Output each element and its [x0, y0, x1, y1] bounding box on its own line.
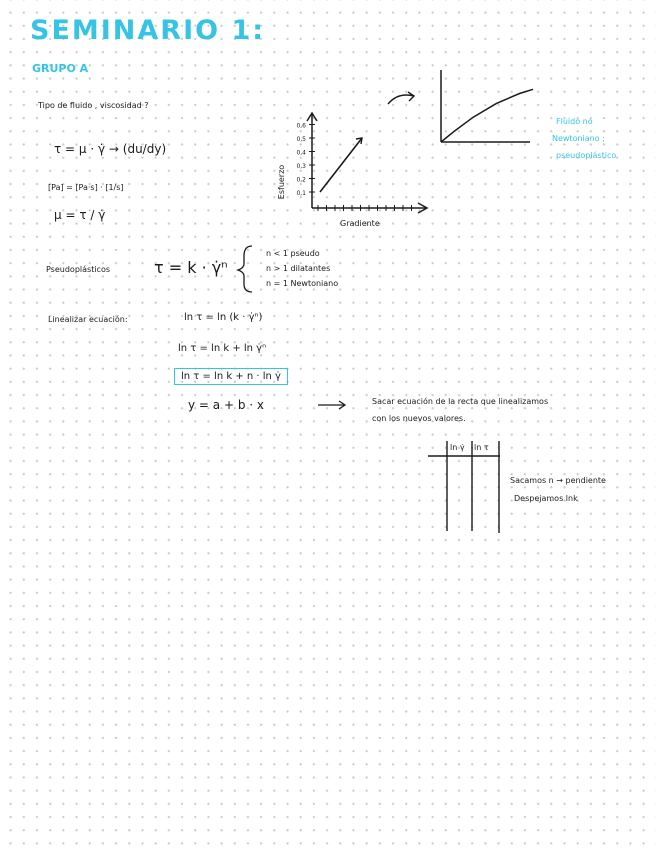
table-header-ln-gamma: ln γ̇: [450, 443, 465, 452]
line-equation-note-2: con los nuevos valores.: [372, 414, 466, 423]
chart-ticks: [309, 125, 412, 212]
table-note-lnk: Despejamos lnk: [514, 494, 578, 503]
units-equation: [Pa] = [Pa·s] · [1/s]: [48, 183, 124, 192]
pseudoplastic-label: Pseudoplásticos: [46, 265, 111, 274]
y-tick-label: 0,2: [296, 176, 306, 184]
series-line: [320, 138, 362, 192]
sketch-note-1: Fluido no: [556, 117, 593, 126]
mu-formula: μ = τ / γ̇: [54, 208, 106, 222]
table-header-ln-tau: ln τ: [474, 443, 489, 452]
sketch-note-2: Newtoniano ;: [552, 134, 605, 143]
line-equation-note-1: Sacar ecuación de la recta que linealizamos: [372, 397, 549, 406]
linear-form: y = a + b · x: [188, 398, 264, 412]
case-brace: [238, 246, 252, 292]
chart-series: [320, 138, 362, 192]
linearize-step-2: ln τ = ln k + ln γ̇ⁿ: [178, 343, 267, 354]
y-tick-label: 0,3: [296, 163, 306, 170]
link-arrow-head: [408, 92, 414, 101]
table-note-slope: Sacamos n → pendiente: [510, 476, 606, 485]
sketch-curve: [441, 89, 533, 142]
case-pseudo: n < 1 pseudo: [266, 249, 320, 258]
sketch-note-3: pseudoplástico: [556, 151, 617, 160]
chart-axes: [307, 113, 427, 213]
group-subtitle: GRUPO A: [32, 62, 89, 75]
linearize-step-1: ln τ = ln (k · γ̇ⁿ): [184, 312, 263, 323]
table-lines: [428, 441, 500, 533]
y-axis-label: Esfuerzo: [277, 164, 286, 200]
power-law-equation: τ = k · γ̇ⁿ: [154, 258, 228, 277]
chart-ytick-labels: [296, 123, 306, 198]
case-dilatant: n > 1 dilatantes: [266, 264, 331, 273]
newton-viscosity-equation: τ = μ · γ̇ → (du/dy): [54, 142, 167, 156]
y-tick-label: 0,5: [296, 136, 306, 143]
fluid-type-question: Tipo de fluido , viscosidad ?: [38, 101, 149, 110]
linearize-label: Linealizar ecuación:: [48, 315, 128, 324]
y-tick-label: 0,4: [296, 149, 306, 157]
case-newtonian: n = 1 Newtoniano: [266, 279, 339, 288]
linearize-step-3-highlighted: ln τ = ln k + n · ln γ̇: [174, 368, 288, 385]
x-axis-label: Gradiente: [340, 219, 380, 228]
y-tick-label: 0,1: [296, 190, 306, 197]
page-title: SEMINARIO 1:: [30, 15, 266, 46]
y-tick-label: 0,6: [296, 122, 306, 130]
